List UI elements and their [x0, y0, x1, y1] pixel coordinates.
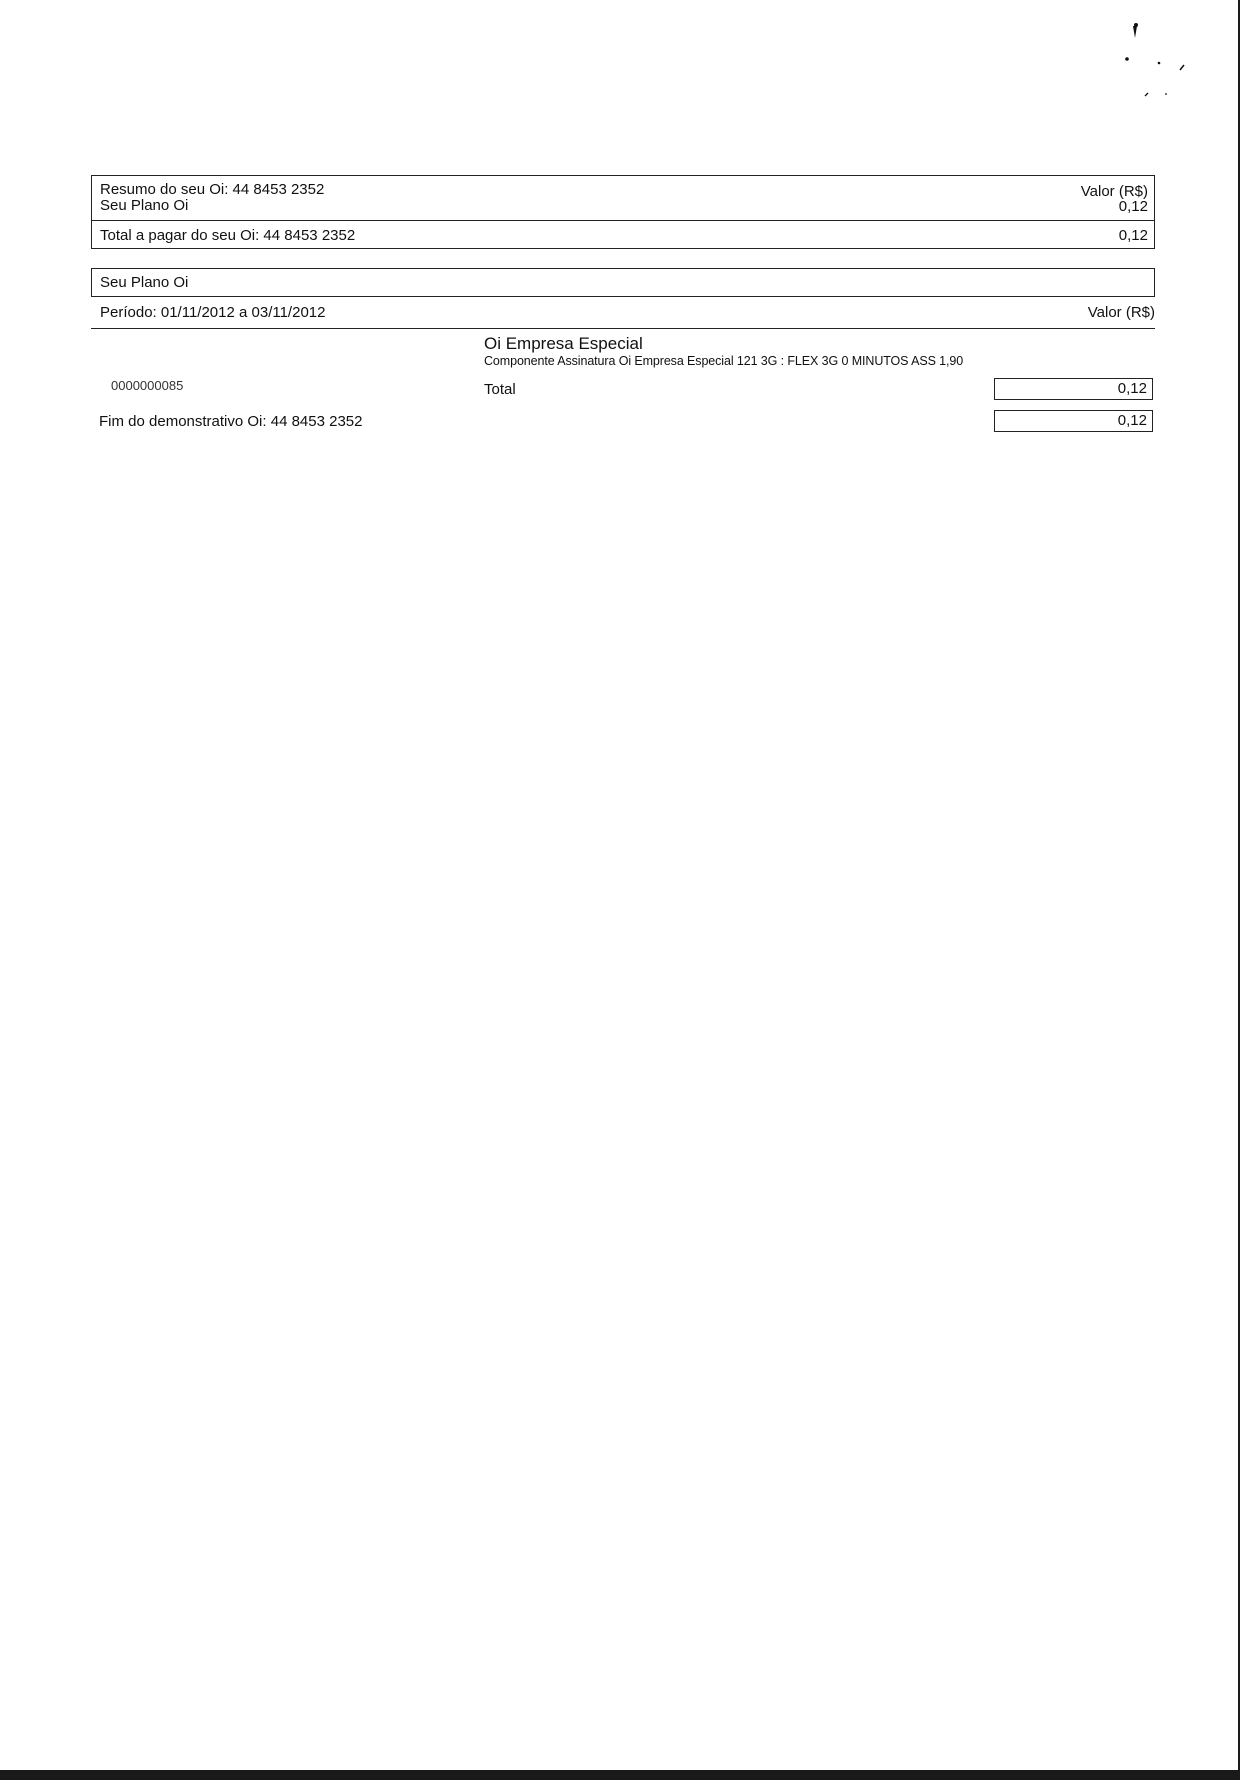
item-code: 0000000085 [111, 378, 184, 393]
summary-total-value: 0,12 [1118, 227, 1148, 244]
period-row [91, 300, 1155, 329]
service-name: Oi Empresa Especial [484, 334, 643, 353]
end-of-statement-label: Fim do demonstrativo Oi: 44 8453 2352 [99, 413, 363, 430]
scan-specks [1080, 20, 1200, 120]
summary-title: Resumo do seu Oi: 44 8453 2352 [100, 181, 325, 198]
summary-total-label: Total a pagar do seu Oi: 44 8453 2352 [100, 227, 356, 244]
end-of-statement-value: 0,12 [994, 410, 1153, 432]
plan-section-header [91, 268, 1155, 297]
summary-plan-value: 0,12 [1118, 198, 1148, 215]
period-label: Período: 01/11/2012 a 03/11/2012 [100, 304, 326, 321]
plan-section-title: Seu Plano Oi [100, 274, 189, 291]
summary-plan-label: Seu Plano Oi [100, 197, 189, 214]
service-description: Componente Assinatura Oi Empresa Especial 121 3G : FLEX 3G 0 MINUTOS ASS 1,90 [484, 354, 964, 368]
summary-box [91, 175, 1155, 249]
period-value-header: Valor (R$) [1087, 304, 1155, 321]
page-edge-bottom [0, 1770, 1240, 1780]
item-total-value: 0,12 [994, 378, 1153, 400]
summary-value-header: Valor (R$) [1080, 183, 1148, 200]
summary-header-row [92, 176, 1154, 221]
item-total-label: Total [484, 381, 516, 398]
